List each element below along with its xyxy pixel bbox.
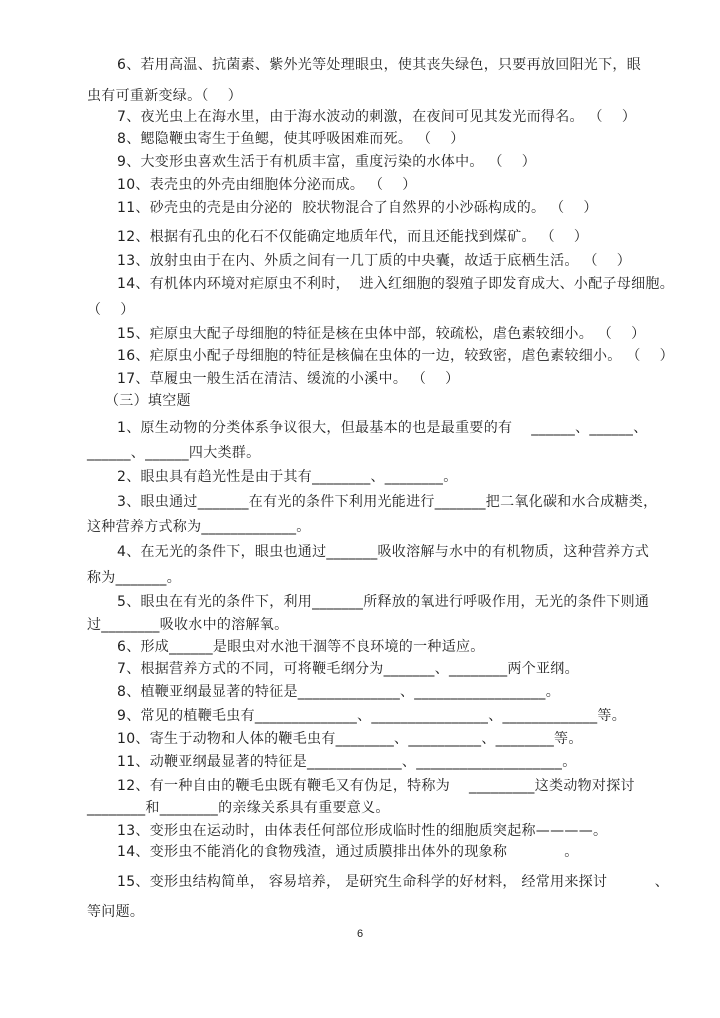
question-line: 10、表壳虫的外壳由细胞体分泌而成。 （ ） (117, 177, 417, 193)
question-line: 11、动鞭亚纲最显著的特征是_____________、____________________。 (117, 754, 577, 770)
question-line: 1、原生动物的分类体系争议很大，但最基本的也是最重要的有 ______、______、 (117, 420, 648, 436)
question-line: 15、变形虫结构简单， 容易培养， 是研究生命科学的好材料， 经常用来探讨 、 (117, 874, 670, 890)
question-line: 14、变形虫不能消化的食物残渣，通过质膜排出体外的现象称 。 (117, 844, 579, 860)
question-continuation: 虫有可重新变绿。（ ） (87, 88, 242, 104)
question-continuation: ______、______四大类群。 (87, 445, 261, 461)
question-line: 9、大变形虫喜欢生活于有机质丰富，重度污染的水体中。 （ ） (117, 154, 537, 170)
question-line: 17、草履虫一般生活在清洁、缓流的小溪中。 （ ） (117, 371, 460, 387)
question-continuation: 这种营养方式称为_____________。 (87, 519, 311, 535)
question-line: 2、眼虫具有趋光性是由于其有________、________。 (117, 469, 458, 485)
question-continuation: （ ） (87, 302, 135, 318)
question-line: 14、有机体内环境对疟原虫不利时， 进入红细胞的裂殖子即发育成大、小配子母细胞。 (117, 276, 675, 292)
question-line: 8、植鞭亚纲最显著的特征是______________、__________________。 (117, 684, 561, 700)
question-line: 6、若用高温、抗菌素、紫外光等处理眼虫，使其丧失绿色，只要再放回阳光下，眼 (117, 57, 642, 73)
question-line: 12、有一种自由的鞭毛虫既有鞭毛又有伪足，特称为 _________这类动物对探讨 (117, 778, 635, 794)
question-line: 6、形成______是眼虫对水池干涸等不良环境的一种适应。 (117, 639, 485, 655)
question-line: 13、变形虫在运动时，由体表任何部位形成临时性的细胞质突起称————。 (117, 823, 608, 839)
question-continuation: 过________吸收水中的溶解氧。 (87, 617, 289, 633)
question-line: 13、放射虫由于在内、外质之间有一几丁质的中央囊，故适于底栖生活。 （ ） (117, 253, 632, 269)
question-line: 9、常见的植鞭毛虫有______________、________________、_____________等。 (117, 708, 627, 724)
question-line: 5、眼虫在有光的条件下，利用_______所释放的氧进行呼吸作用，无光的条件下则通 (117, 594, 650, 610)
question-line: 8、鳃隐鞭虫寄生于鱼鳃，使其呼吸困难而死。 （ ） (117, 131, 465, 147)
section-heading: （三）填空题 (105, 393, 191, 409)
question-line: 12、根据有孔虫的化石不仅能确定地质年代，而且还能找到煤矿。 （ ） (117, 229, 589, 245)
question-line: 3、眼虫通过_______在有光的条件下利用光能进行_______把二氧化碳和水合成糖类， (117, 494, 658, 510)
question-continuation: 等问题。 (87, 904, 145, 920)
question-line: 11、砂壳虫的壳是由分泌的 胶状物混合了自然界的小沙砾构成的。 （ ） (117, 200, 598, 216)
question-continuation: ________和________的亲缘关系具有重要意义。 (87, 800, 390, 816)
question-line: 16、疟原虫小配子母细胞的特征是核偏在虫体的一边，较致密，虐色素较细小。 （ ） (117, 348, 674, 364)
question-line: 7、根据营养方式的不同，可将鞭毛纲分为_______、________两个亚纲。 (117, 661, 579, 677)
question-line: 10、寄生于动物和人体的鞭毛虫有________、__________、________等。 (117, 731, 583, 747)
question-line: 7、夜光虫上在海水里，由于海水波动的刺激，在夜间可见其发光而得名。 （ ） (117, 109, 637, 125)
page-number: 6 (356, 928, 364, 940)
question-continuation: 称为_______。 (87, 570, 181, 586)
question-line: 15、疟原虫大配子母细胞的特征是核在虫体中部，较疏松，虐色素较细小。 （ ） (117, 326, 646, 342)
question-line: 4、在无光的条件下，眼虫也通过_______吸收溶解与水中的有机物质，这种营养方式 (117, 544, 650, 560)
